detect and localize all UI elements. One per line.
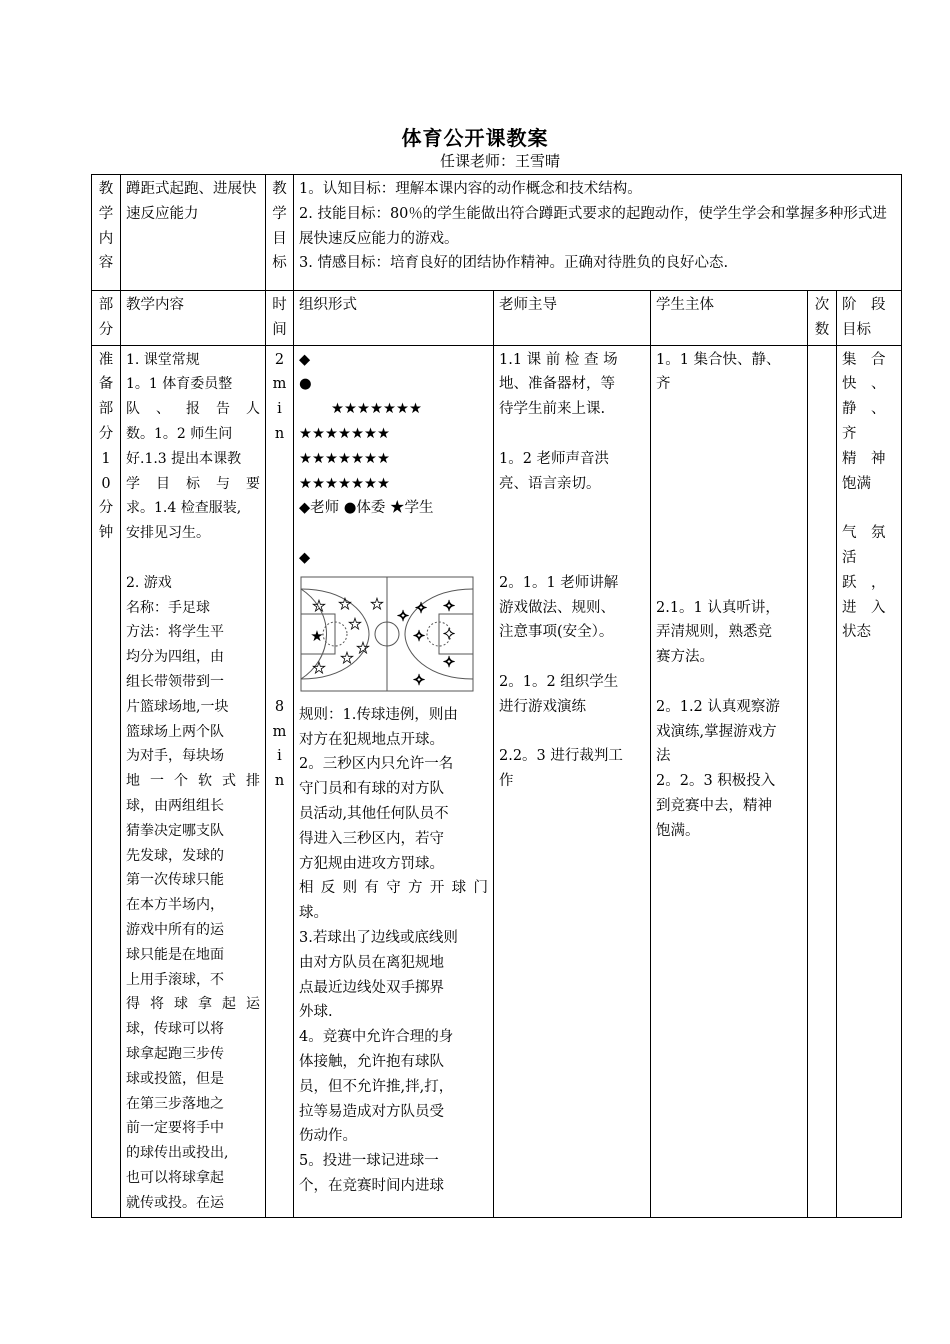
text-line: 待学生前来上课. [499, 401, 606, 418]
text-line: 球拿起跑三步传 [126, 1045, 224, 1062]
text-line: 进 入 [842, 599, 886, 616]
preparation-row [92, 345, 902, 1218]
text-line: 地、准备器材，等 [499, 376, 615, 393]
formation-row: ★★★★★★★ [331, 401, 422, 418]
text-line: 法 [656, 748, 671, 765]
player-white-star: ★ [340, 648, 354, 667]
text-line: 钟 [98, 525, 114, 542]
routine-text [126, 348, 260, 546]
text-line: 饱满。 [656, 822, 700, 839]
text-line: 戏演练,掌握游戏方 [656, 723, 777, 740]
formation-row: ★★★★★★★ [299, 425, 390, 442]
text-line: 先发球，发球的 [126, 847, 224, 864]
count-cell [808, 345, 837, 1218]
text-line: 由对方队员在离犯规地 [299, 954, 444, 971]
text-line: 前一定要将手中 [126, 1120, 224, 1137]
text-line: 2。1。2 组织学生 [499, 673, 619, 690]
text-line: 备 [98, 376, 114, 393]
text-line: 次 [814, 297, 830, 313]
text-line: i [277, 401, 282, 418]
player-white-star: ★ [338, 594, 352, 613]
blank-line [656, 670, 802, 695]
content-cell [121, 345, 266, 1218]
text-line: 的球传出或投出, [126, 1145, 229, 1162]
text-line: 好.1.3 提出本课教 [126, 450, 242, 467]
text-line: 在第三步落地之 [126, 1095, 224, 1112]
text-line: 齐 [842, 425, 857, 442]
blank-line [656, 571, 802, 596]
text-line: i [277, 748, 282, 765]
part-cell [92, 345, 121, 1218]
content-label-cell [92, 175, 121, 291]
text-line: 目标 [842, 321, 871, 338]
text-line: n [274, 425, 285, 442]
blank-line [271, 645, 288, 670]
header-goal [837, 291, 902, 346]
text-line: 个，在竞赛时间内进球 [299, 1177, 444, 1194]
text-line: 3.若球出了边线或底线则 [299, 929, 458, 946]
text-line: m [272, 376, 287, 393]
text-line: 亮、语言亲切。 [499, 475, 601, 492]
blank-line [271, 571, 288, 596]
text-line: 间 [272, 321, 287, 338]
header-student: 学生主体 [651, 291, 808, 346]
text-line: 球，由两组组长 [126, 797, 224, 814]
goal-cognitive: 1。认知目标：理解本课内容的动作概念和技术结构。 [299, 181, 642, 197]
formation-row: ★★★★★★★ [299, 450, 390, 467]
formation-legend: ◆老师 ●体委 ★学生 [299, 500, 434, 517]
player-four-point-star: ✧ [396, 606, 410, 625]
content-value-cell: 蹲距式起跑、进展快速反应能力 [121, 175, 266, 291]
text-line: 教 [272, 181, 287, 197]
text-line: 分 [98, 425, 114, 442]
text-line: 进行游戏演练 [499, 698, 586, 715]
blank-line [271, 620, 288, 645]
text-line: 2.2。3 进行裁判工 [499, 748, 623, 765]
player-white-star: ★ [348, 614, 362, 633]
text-line: 气 氛 [842, 525, 886, 542]
header-time [266, 291, 294, 346]
header-part [92, 291, 121, 346]
text-line: 集 合 [842, 351, 886, 368]
header-content: 教学内容 [121, 291, 266, 346]
blank-line [842, 496, 896, 521]
text-line: 标 [272, 255, 287, 272]
text-line: 求。1.4 检查服装, [126, 500, 242, 517]
text-line: 方犯规由进攻方罚球。 [299, 855, 444, 872]
blank-line [656, 496, 802, 521]
monitor-marker: ● [299, 376, 312, 393]
blank-line [499, 720, 645, 745]
lesson-plan-table [91, 174, 902, 1218]
blank-line [499, 496, 645, 521]
text-line: 球，传球可以将 [126, 1021, 224, 1038]
text-line: 猜拳决定哪支队 [126, 822, 224, 839]
text-line: 2。1.2 认真观察游 [656, 698, 780, 715]
text-line: 在本方半场内， [126, 897, 224, 914]
teacher-marker: ◆ [299, 351, 311, 368]
text-line: 状态 [842, 624, 871, 641]
text-line: 2. 游戏 [126, 574, 172, 591]
text-line: 就传或投。在运 [126, 1194, 224, 1211]
text-line: 安排见习生。 [126, 525, 210, 542]
text-line: 员活动,其他任何队员不 [299, 805, 449, 822]
text-line: 分 [98, 321, 114, 338]
text-line: m [272, 723, 287, 740]
text-line: 2。1。1 老师讲解 [499, 574, 619, 591]
formation-row: ★★★★★★★ [299, 475, 390, 492]
text-line: 阶 段 [842, 297, 886, 313]
text-line: 内 [98, 230, 114, 247]
text-line: 4。竞赛中允许合理的身 [299, 1029, 454, 1046]
player-black-star: ★ [310, 626, 324, 645]
goal-label-cell [266, 175, 294, 291]
player-four-point-star: ✧ [414, 598, 428, 617]
text-line: 2。2。3 积极投入 [656, 773, 776, 790]
text-line [299, 571, 488, 703]
game-text [126, 571, 260, 1216]
text-line: 数 [814, 321, 830, 338]
teacher-lead-cell [494, 345, 651, 1218]
player-white-star: ★ [370, 594, 384, 613]
game-rules [299, 703, 488, 1199]
text-line: 跃 ， [842, 574, 886, 591]
text-line: 8 [274, 698, 285, 715]
text-line: 活 [842, 549, 857, 566]
text-line: 1 [101, 450, 111, 467]
text-line: 静 、 [842, 401, 886, 418]
text-line: 拉等易造成对方队员受 [299, 1103, 444, 1120]
player-four-point-star: ✦ [442, 624, 456, 643]
text-line: 组长带领带到一 [126, 673, 224, 690]
blank-line [299, 521, 488, 546]
blank-line [271, 546, 288, 571]
text-line: 球或投篮，但是 [126, 1070, 224, 1087]
blank-line [271, 596, 288, 621]
text-line: 1。1 集合快、静、 [656, 351, 781, 368]
text-line: 1。2 老师声音洪 [499, 450, 610, 467]
text-line: 也可以将球拿起 [126, 1169, 224, 1186]
text-line: 得 将 球 拿 起 运 [126, 996, 260, 1013]
goal-skill: 2. 技能目标：80％的学生能做出符合蹲距式要求的起跑动作，使学生学会和掌握多种形式进展快速反应能力的游戏。 [299, 205, 887, 247]
text-line: 地 一 个 软 式 排 [126, 773, 260, 790]
header-count [808, 291, 837, 346]
text-line: 篮球场上两个队 [126, 723, 224, 740]
text-line: 游戏中所有的运 [126, 921, 224, 938]
text-line: 为对手，每块场 [126, 748, 224, 765]
text-line: 1.1 课 前 检 查 场 [499, 351, 618, 368]
text-line: 1. 课堂常规 [126, 351, 200, 368]
text-line: 弄清规则，熟悉竞 [656, 624, 772, 641]
blank-line [656, 397, 802, 422]
time-cell [266, 345, 294, 1218]
text-line: 球只能是在地面 [126, 946, 224, 963]
text-line: 精 神 [842, 450, 886, 467]
blank-line [656, 521, 802, 546]
blank-line [271, 521, 288, 546]
teacher-marker-2: ◆ [299, 549, 311, 566]
text-line: 第一次传球只能 [126, 872, 224, 889]
blank-line [499, 521, 645, 546]
text-line: 2。三秒区内只允许一名 [299, 756, 454, 773]
blank-line [656, 472, 802, 497]
text-line: 赛方法。 [656, 649, 714, 666]
text-line: 学 目 标 与 要 [126, 475, 260, 492]
player-white-star: ★ [312, 658, 326, 677]
text-line: 得进入三秒区内，若守 [299, 830, 444, 847]
stage-goal-cell [837, 345, 902, 1218]
player-white-star: ★ [356, 638, 370, 657]
student-cell [651, 345, 808, 1218]
text-line: 教 [98, 181, 114, 197]
text-line: 点最近边线处双手掷界 [299, 979, 444, 996]
text-line: 相 反 则 有 守 方 开 球 门 [299, 880, 488, 897]
blank-line [656, 546, 802, 571]
text-line: 时 [272, 297, 287, 313]
text-line: 队 、 报 告 人 [126, 401, 260, 418]
blank-line [499, 546, 645, 571]
text-line: 容 [98, 255, 114, 272]
blank-line [271, 447, 288, 472]
text-line: 分 [98, 500, 114, 517]
text-line: 2 [274, 351, 285, 368]
player-white-star: ★ [312, 596, 326, 615]
text-line: 规则：1.传球违例，则由 [299, 706, 458, 723]
text-line: 0 [101, 475, 111, 492]
text-line: 伤动作。 [299, 1128, 357, 1145]
player-four-point-star: ✧ [442, 652, 456, 671]
goals-cell [294, 175, 902, 291]
text-line: 部 [98, 297, 114, 313]
objectives-row [92, 175, 902, 291]
header-row [92, 291, 902, 346]
player-four-point-star: ✧ [442, 596, 456, 615]
text-line: 外球. [299, 1004, 333, 1021]
blank-line [656, 447, 802, 472]
goal-affective: 3. 情感目标：培育良好的团结协作精神。正确对待胜负的良好心态. [299, 255, 729, 272]
text-line: 注意事项(安全）。 [499, 624, 614, 641]
teacher-name: 任课老师：王雪晴 [439, 152, 560, 170]
text-line: 片篮球场地,一块 [126, 698, 229, 715]
text-line: 均分为四组，由 [126, 649, 224, 666]
header-teacher: 老师主导 [494, 291, 651, 346]
blank-line [271, 670, 288, 695]
player-four-point-star: ✧ [412, 626, 426, 645]
text-line: n [274, 773, 285, 790]
text-line: 到竞赛中去，精神 [656, 797, 772, 814]
text-line: 游戏做法、规则、 [499, 599, 615, 616]
text-line: 快 、 [842, 376, 886, 393]
text-line: 体接触，允许抱有球队 [299, 1053, 444, 1070]
header-organization: 组织形式 [294, 291, 494, 346]
organization-cell [294, 345, 494, 1218]
text-line: 5。投进一球记进球一 [299, 1153, 439, 1170]
text-line: 准 [98, 351, 114, 368]
text-line: 2.1。1 认真听讲， [656, 599, 780, 616]
text-line: 目 [272, 230, 287, 247]
text-line: 作 [499, 773, 514, 790]
text-line: 名称：手足球 [126, 599, 210, 616]
blank-line [271, 472, 288, 497]
text-line: 学 [98, 205, 114, 222]
text-line: 守门员和有球的对方队 [299, 781, 444, 798]
text-line: 部 [98, 401, 114, 418]
text-line: 球。 [299, 905, 328, 922]
text-line: 方法：将学生平 [126, 624, 224, 641]
blank-line [499, 422, 645, 447]
basketball-court-diagram [299, 575, 475, 693]
blank-line [126, 546, 260, 571]
text-line: 上用手滚球，不 [126, 971, 224, 988]
document-title: 体育公开课教案 [401, 126, 549, 150]
text-line: 员，但不允许推,拌,打， [299, 1078, 454, 1095]
text-line: 齐 [656, 376, 671, 393]
text-line: 饱满 [842, 475, 871, 492]
text-line: 对方在犯规地点开球。 [299, 731, 444, 748]
blank-line [499, 645, 645, 670]
text-line: 1。1 体育委员整 [126, 376, 233, 393]
text-line: 学 [272, 205, 287, 222]
text-line: 数。1。2 师生问 [126, 425, 233, 442]
player-four-point-star: ✧ [412, 670, 426, 689]
blank-line [656, 422, 802, 447]
blank-line [271, 496, 288, 521]
